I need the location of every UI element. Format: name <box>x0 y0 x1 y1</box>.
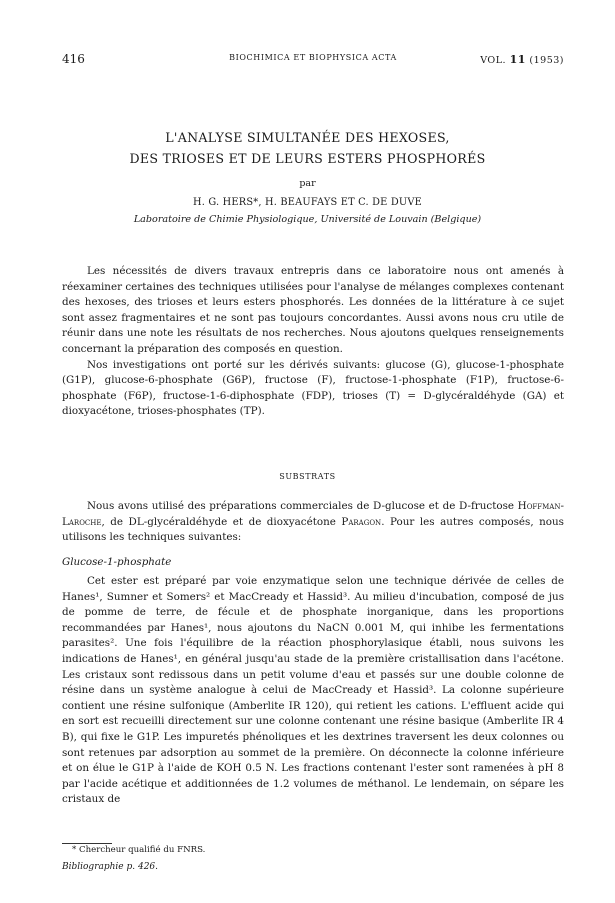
glucose-paragraph: Cet ester est préparé par voie enzymatique selon une technique dérivée de celles de Hanes¹, Sumner et Somers² et MacCready et Hassid³. Au milieu d'incubation, composé de jus de pomme de terre, de fécule et de phosphate inorganique, dans les proportions recommandées par Hanes¹, nous ajoutons du NaCN 0.001 M, qui inhibe les fermentations parasites². Une fois l'équilibre de la réaction phosphorylasique établi, nous suivons les indications de Hanes¹, en général jusqu'au stade de la première cristallisation dans l'acétone. Les cristaux sont redissous dans un petit volume d'eau et passés sur une double colonne de résine dans un système analogue à celui de MacCready et Hassid³. La colonne supérieure contient une résine sulfonique (Amberlite IR 120), qui retient les cations. L'effluent acide qui en sort est recueilli directement sur une colonne contenant une résine basique (Amberlite IR 4 B), qui fixe le G1P. Les impuretés phénoliques et les dextrines traversent les deux colonnes ou sont retenues par adsorption au sommet de la première. On déconnecte la colonne inférieure et on élue le G1P à l'aide de KOH 0.5 N. Les fractions contenant l'ester sont ramenées à pH 8 par l'acide acétique et additionnées de 1.2 volumes de méthanol. Le lendemain, on sépare les cristaux de <box>62 575 564 806</box>
volume-label: VOL. <box>480 55 507 66</box>
volume-number: 11 <box>509 53 526 66</box>
substrats-text-b: , de DL-glycéraldéhyde et de dioxyacétone <box>101 515 342 528</box>
glucose-text <box>62 574 564 808</box>
bibliography-note: Bibliographie p. 426. <box>62 862 159 872</box>
article-title-line-2: DES TRIOSES ET DE LEURS ESTERS PHOSPHORÉS <box>129 151 486 166</box>
substrats-text <box>62 499 564 546</box>
footnote-rule <box>62 843 112 844</box>
subsection-heading: Glucose-1-phosphate <box>62 556 172 568</box>
intro-paragraph-2: Nos investigations ont porté sur les dérivés suivants: glucose (G), glucose-1-phosphate (G1P), glucose-6-phosphate (G6P), fructose (F), fructose-1-phosphate (F1P), fructose-6-phosphate (F6P), fructose-1-6-diphosphate (FDP), trioses (T) = D-glycéraldéhyde (GA) et dioxyacétone, trioses-phosphates (TP). <box>62 358 564 418</box>
journal-name: BIOCHIMICA ET BIOPHYSICA ACTA <box>229 53 397 62</box>
supplier-hoffman: Hoffman-Laroche <box>62 500 564 528</box>
affiliation: Laboratoire de Chimie Physiologique, Université de Louvain (Belgique) <box>133 214 482 225</box>
page-number: 416 <box>62 52 85 66</box>
volume-info <box>480 53 564 66</box>
footnote: * Chercheur qualifié du FNRS. <box>72 845 206 855</box>
by-line: par <box>299 178 316 189</box>
section-heading: SUBSTRATS <box>279 472 336 481</box>
substrats-text-c: . Pour les autres composés, nous utilisons les techniques suivantes: <box>62 515 564 544</box>
intro-text <box>62 264 564 420</box>
substrats-text-a: Nous avons utilisé des préparations commerciales de D-glucose et de D-fructose <box>87 500 518 512</box>
substrats-paragraph-1 <box>62 499 564 546</box>
article-title-line-1: L'ANALYSE SIMULTANÉE DES HEXOSES, <box>165 130 450 145</box>
volume-year: (1953) <box>529 55 564 66</box>
supplier-paragon: Paragon <box>341 515 382 528</box>
running-header <box>62 52 564 68</box>
intro-paragraph-1: Les nécessités de divers travaux entrepris dans ce laboratoire nous ont amenés à réexaminer certaines des techniques utilisées pour l'analyse de mélanges complexes contenant des hexoses, des trioses et leurs esters phosphorés. Les données de la littérature à ce sujet sont assez fragmentaires et ne sont pas toujours concordantes. Aussi avons nous cru utile de réunir dans une note les résultats de nos recherches. Nous ajoutons quelques renseignements concernant la préparation des composés en question. <box>62 265 564 355</box>
authors: H. G. HERS*, H. BEAUFAYS ET C. DE DUVE <box>193 197 422 208</box>
